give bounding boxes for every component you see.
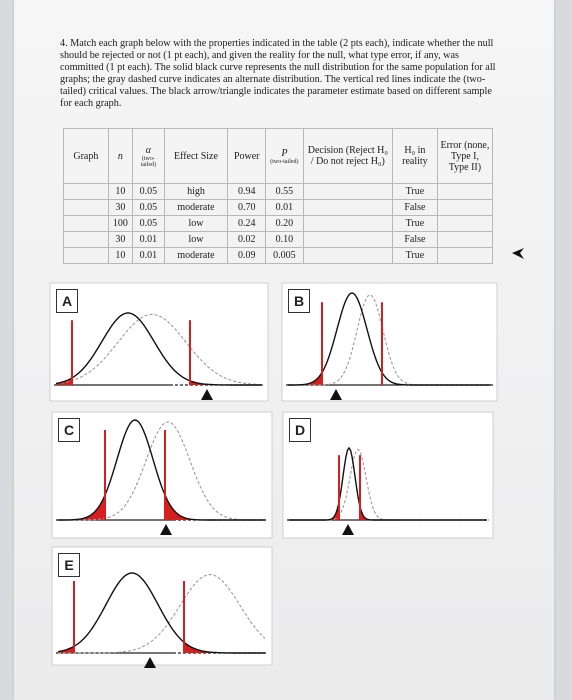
header-effect-size: Effect Size [164, 129, 228, 184]
cell-effect: moderate [164, 248, 228, 264]
cell-n: 30 [108, 232, 132, 248]
cell-power: 0.94 [228, 184, 266, 200]
cell-reality: True [393, 184, 438, 200]
cell-n: 10 [108, 248, 132, 264]
cell-alpha: 0.05 [133, 216, 165, 232]
cell-power: 0.24 [228, 216, 266, 232]
graph-panel-a [50, 283, 268, 401]
cell-n: 30 [108, 200, 132, 216]
graph-label-b: B [288, 289, 310, 313]
cell-reality: False [393, 232, 438, 248]
cell-p: 0.20 [266, 216, 303, 232]
header-graph: Graph [64, 129, 109, 184]
panel-background [283, 412, 493, 538]
cell-reality: True [393, 216, 438, 232]
header-decision: Decision (Reject H₀ / Do not reject H₀) [303, 129, 392, 184]
cell-power: 0.70 [228, 200, 266, 216]
graph-label-e: E [58, 553, 80, 577]
cell-p: 0.01 [266, 200, 303, 216]
header-n: n [108, 129, 132, 184]
cell-power: 0.02 [228, 232, 266, 248]
header-p-subtitle: (two-tailed) [270, 158, 299, 165]
cell-p: 0.55 [266, 184, 303, 200]
cell-alpha: 0.01 [133, 248, 165, 264]
cell-effect: high [164, 184, 228, 200]
cell-p: 0.10 [266, 232, 303, 248]
panel-background [52, 547, 272, 665]
header-power: Power [228, 129, 266, 184]
header-alpha: α (two-tailed) [133, 129, 165, 184]
header-h0-reality: H₀ in reality [393, 129, 438, 184]
cell-n: 100 [108, 216, 132, 232]
graph-panel-d [283, 412, 493, 538]
cell-p: 0.005 [266, 248, 303, 264]
cell-effect: low [164, 232, 228, 248]
graph-label-c: C [58, 418, 80, 442]
cell-effect: low [164, 216, 228, 232]
graph-label-a: A [56, 289, 78, 313]
cell-power: 0.09 [228, 248, 266, 264]
cell-n: 10 [108, 184, 132, 200]
cell-alpha: 0.05 [133, 184, 165, 200]
graph-panel-c [52, 412, 272, 538]
cell-alpha: 0.05 [133, 200, 165, 216]
question-text: 4. Match each graph below with the properties indicated in the table (2 pts each), indicate whether the null should be rejected or not (1 pt each), and given the reality for the null, what type error, if any, was committed (1 pt each). The solid black curve represents the null distribution for the same population for all graphs; the gray dashed curve indicates an alternate distribution. The vertical red lines indicate the (two-tailed) critical values. The black arrow/triangle indicates the parameter estimate based on different sample for each graph. [60, 38, 496, 109]
header-error: Error (none, Type I, Type II) [437, 129, 492, 184]
header-p: P (two-tailed) [266, 129, 303, 184]
graph-label-d: D [289, 418, 311, 442]
panel-background [50, 283, 268, 401]
header-alpha-subtitle: (two-tailed) [140, 155, 156, 168]
cell-reality: False [393, 200, 438, 216]
cell-effect: moderate [164, 200, 228, 216]
cell-reality: True [393, 248, 438, 264]
cell-alpha: 0.01 [133, 232, 165, 248]
graph-panel-e [52, 547, 272, 668]
graph-panel-b [282, 283, 497, 401]
